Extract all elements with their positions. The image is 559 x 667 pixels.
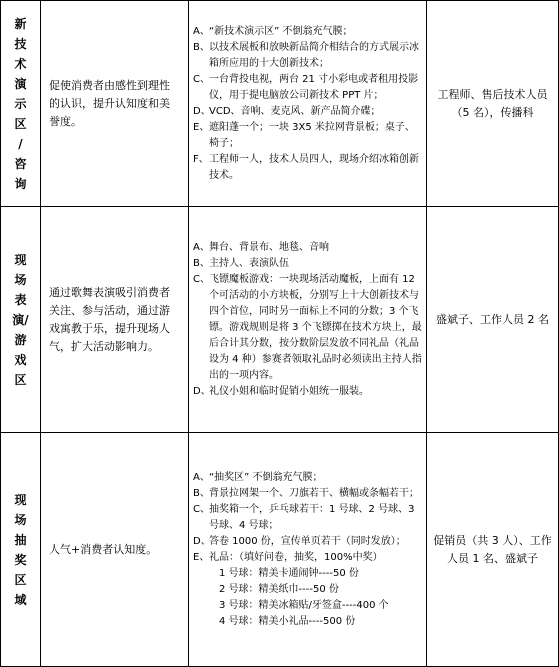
purpose-text: 促使消费者由感性到理性的认识，提升认知度和美誉度。	[49, 78, 170, 128]
list-item-marker: D、	[193, 106, 211, 117]
list-item-marker: A、	[193, 242, 210, 253]
list-item	[193, 120, 424, 152]
items-cell	[189, 1, 427, 207]
list-item	[193, 384, 424, 400]
area-name	[1, 14, 40, 194]
prize-item: 3 号球：精美冰箱贴/牙签盒----400 个	[219, 600, 389, 611]
area-name-char: 场	[14, 272, 27, 287]
area-name-char: 域	[14, 592, 27, 607]
staff-text: 工程师、售后技术人员（5 名），传播科	[437, 87, 548, 119]
list-item-text: “抽奖区” 不倒翁充气膜；	[209, 472, 323, 483]
list-item-marker: C、	[193, 274, 210, 285]
list-item	[193, 272, 424, 384]
list-item-text: 背景拉网架一个、刀旗若干、横幅或条幅若干；	[209, 488, 419, 499]
staff-cell	[427, 433, 559, 667]
purpose-text: 人气+消费者认知度。	[49, 542, 158, 556]
items-list	[193, 240, 424, 400]
area-name-char: 演/	[12, 312, 29, 327]
list-item	[193, 486, 424, 502]
list-item	[193, 72, 424, 104]
purpose-text: 通过歌舞表演吸引消费者关注、参与活动，通过游戏寓教于乐，提升现场人气，扩大活动影响力。	[49, 285, 170, 353]
area-name-char: 区	[14, 372, 27, 387]
list-item-text: 礼品：（填好问卷，抽奖，100%中奖）	[209, 552, 383, 563]
list-item-text: VCD、音响、麦克风、新产品简介碟；	[209, 106, 381, 117]
list-item-marker: B、	[193, 42, 210, 53]
area-name-char: 区	[14, 572, 27, 587]
area-name-char: 游	[14, 332, 27, 347]
list-item-text: 抽奖箱一个，乒乓球若干：1 号球、2 号球、3 号球、4 号球；	[209, 504, 415, 531]
list-item-text: 舞台、背景布、地毯、音响	[209, 242, 329, 253]
area-name-char: 现	[14, 252, 27, 267]
list-item-marker: A、	[193, 26, 210, 37]
purpose-cell	[41, 207, 189, 433]
list-item	[193, 470, 424, 486]
prize-item: 2 号球：精美纸巾----50 份	[219, 584, 339, 595]
purpose-cell	[41, 433, 189, 667]
list-item	[193, 152, 424, 184]
list-item	[193, 240, 424, 256]
list-item	[193, 104, 424, 120]
list-item-marker: C、	[193, 504, 210, 515]
list-item-marker: C、	[193, 74, 210, 85]
list-item-marker: F、	[193, 154, 209, 165]
area-name-char: 询	[14, 176, 27, 191]
list-item-text: 工程师一人，技术人员四人，现场介绍冰箱创新技术。	[209, 154, 419, 181]
staff-cell	[427, 207, 559, 433]
area-name-char: 演	[14, 76, 27, 91]
area-name-cell	[1, 207, 41, 433]
staff-cell	[427, 1, 559, 207]
prize-item: 1 号球：精美卡通闹钟----50 份	[219, 568, 359, 579]
area-name-char: 场	[14, 512, 27, 527]
list-item-text: 主持人、表演队伍	[209, 258, 289, 269]
list-item-marker: D、	[193, 536, 211, 547]
area-name-char: 区	[14, 116, 27, 131]
list-item-marker: D、	[193, 386, 211, 397]
list-item-text: 以技术展板和放映新品简介相结合的方式展示冰箱所应用的十大创新技术；	[209, 42, 419, 69]
list-item-marker: E、	[193, 552, 210, 563]
list-item-marker: E、	[193, 122, 210, 133]
list-item-text: 礼仪小姐和临时促销小姐统一服装。	[209, 386, 369, 397]
list-item	[193, 24, 424, 40]
area-name-char: 表	[14, 292, 27, 307]
list-item-marker: A、	[193, 472, 210, 483]
items-cell	[189, 433, 427, 667]
list-item	[193, 40, 424, 72]
list-item-marker: B、	[193, 488, 210, 499]
area-name-char: 新	[14, 16, 27, 31]
area-name	[1, 490, 40, 610]
purpose-cell	[41, 1, 189, 207]
prize-item: 4 号球：精美小礼品----500 份	[219, 616, 356, 627]
list-item-text: 一台背投电视，两台 21 寸小彩电或者租用投影仪，用于提电脑放公司新技术 PPT 片；	[209, 74, 419, 101]
area-name-char: 奖	[14, 552, 27, 567]
area-name-char: /	[18, 136, 23, 151]
items-list	[193, 470, 424, 630]
list-item	[193, 534, 424, 550]
area-name-char: 术	[14, 56, 27, 71]
list-item-text: “新技术演示区” 不倒翁充气膜；	[209, 26, 353, 37]
area-name-char: 技	[14, 36, 27, 51]
area-name	[1, 250, 40, 390]
table-row-performance-zone	[1, 207, 559, 433]
list-item	[193, 256, 424, 272]
staff-text: 盛斌子、工作人员 2 名	[436, 312, 549, 326]
area-name-char: 示	[14, 96, 27, 111]
items-list	[193, 24, 424, 184]
table-row-lottery-zone	[1, 433, 559, 667]
area-name-cell	[1, 1, 41, 207]
staff-text: 促销员（共 3 人）、工作人员 1 名、盛斌子	[433, 533, 552, 565]
list-item-text: 飞镖魔板游戏：一块现场活动魔板，上面有 12 个可活动的小方块板，分别写上十大创新技术与四个首位，同时另一面标上不同的分数；3 个飞镖。游戏规则是将 3 个飞镖掷在技术方块上，最后合计其分数，按分数阶层发放不同礼品（礼品设为 4 种）参赛者领取礼品时必须读出主持人指出的一项内容。	[209, 274, 422, 381]
area-name-char: 咨	[14, 156, 27, 171]
items-cell	[189, 207, 427, 433]
area-name-cell	[1, 433, 41, 667]
table-row-demo-zone	[1, 1, 559, 207]
list-item	[193, 550, 424, 566]
area-name-char: 现	[14, 492, 27, 507]
list-item	[193, 502, 424, 534]
area-name-char: 抽	[14, 532, 27, 547]
list-item-text: 遮阳蓬一个；一块 3X5 米拉网背景板；桌子、椅子；	[209, 122, 415, 149]
area-name-char: 戏	[14, 352, 27, 367]
list-item-marker: B、	[193, 258, 210, 269]
list-item-text: 答卷 1000 份，宣传单页若干（同时发放）；	[209, 536, 406, 547]
